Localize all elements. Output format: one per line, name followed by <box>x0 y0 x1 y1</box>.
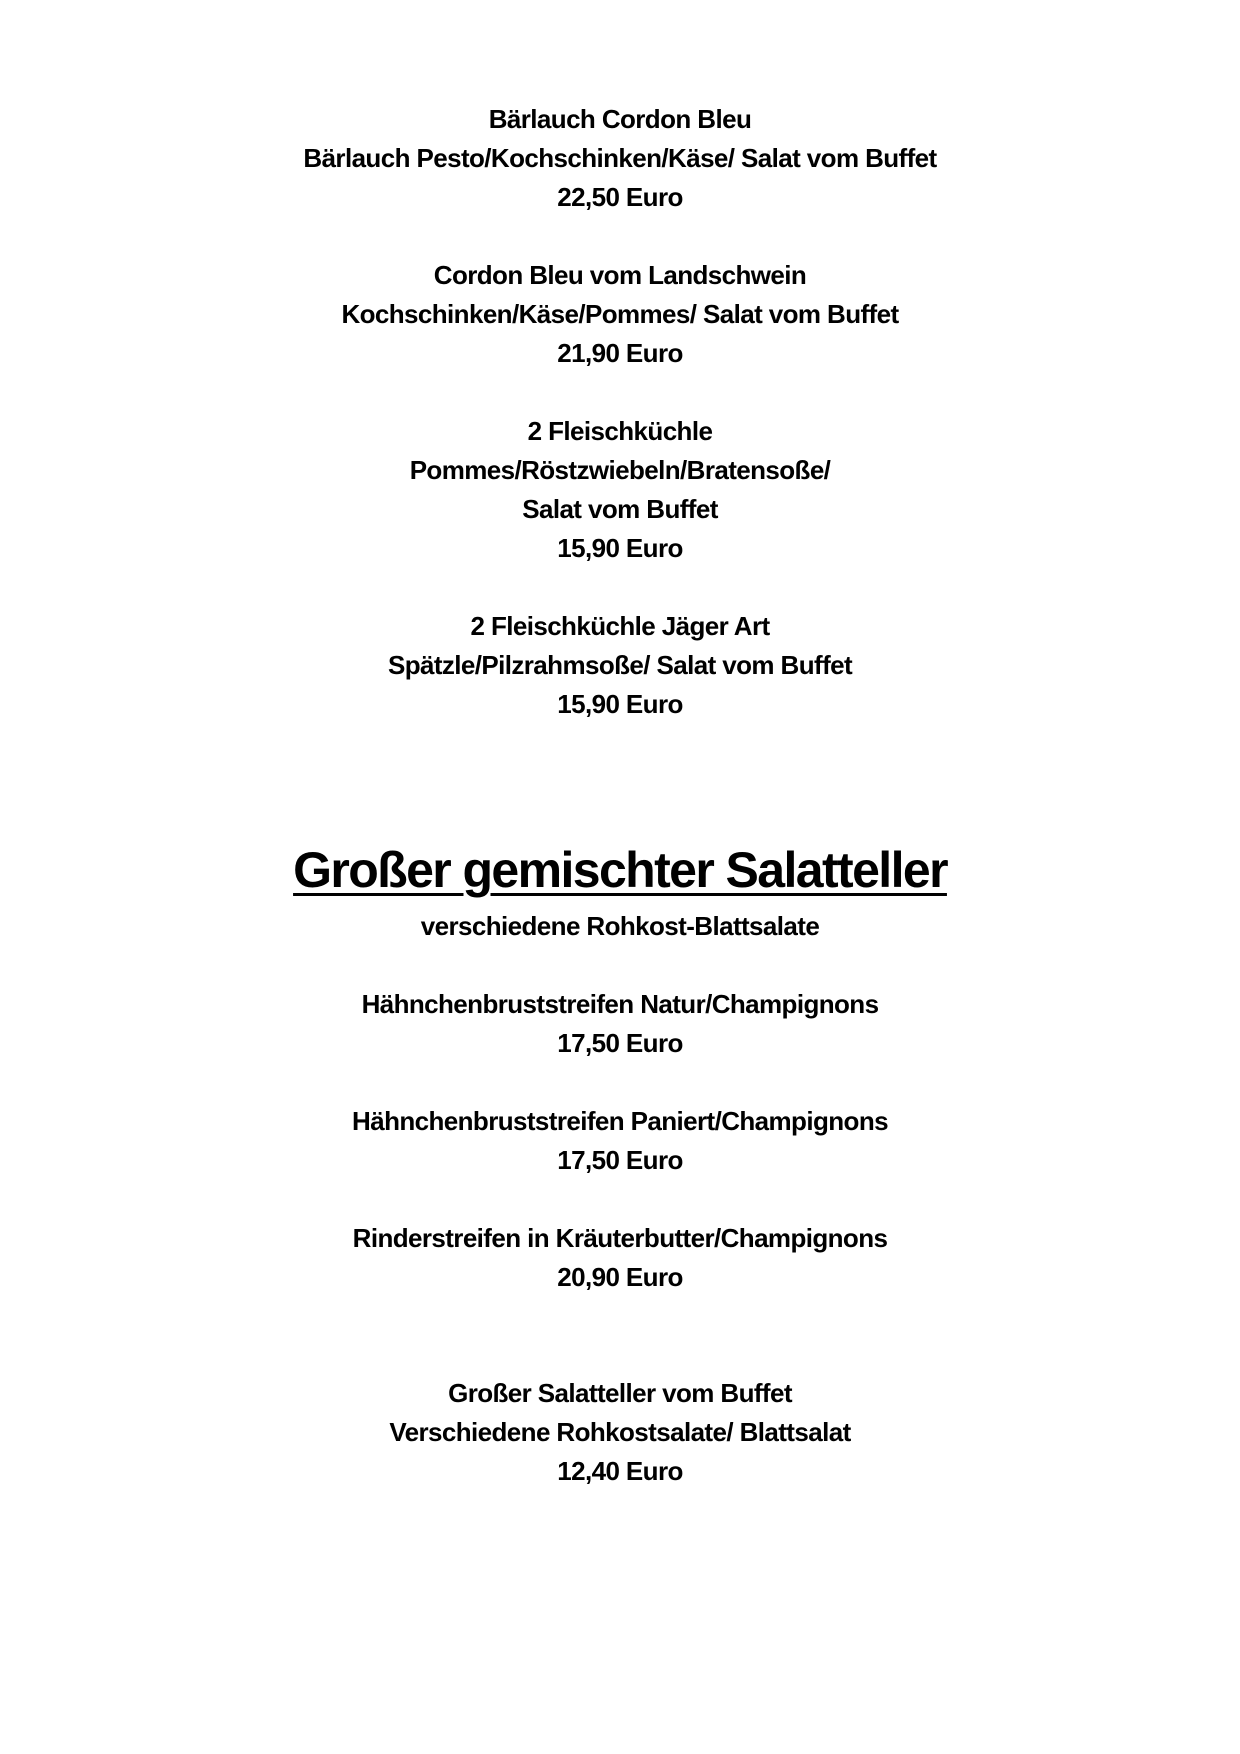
menu-item-description: Salat vom Buffet <box>522 494 718 524</box>
menu-item-description: Verschiedene Rohkostsalate/ Blattsalat <box>389 1417 851 1447</box>
menu-item-description: Pommes/Röstzwiebeln/Bratensoße/ <box>409 455 831 485</box>
menu-item-name: 2 Fleischküchle <box>527 416 713 446</box>
menu-item-price: 12,40 Euro <box>557 1456 683 1486</box>
menu-item-name: 2 Fleischküchle Jäger Art <box>470 611 770 641</box>
menu-item-price: 17,50 Euro <box>557 1145 683 1175</box>
menu-item-name: Hähnchenbruststreifen Paniert/Champignons <box>352 1106 888 1136</box>
menu-item-price: 15,90 Euro <box>557 533 683 563</box>
section-title: Großer gemischter Salatteller <box>293 842 947 898</box>
menu-item-name: Rinderstreifen in Kräuterbutter/Champignons <box>352 1223 888 1253</box>
menu-item-description: Spätzle/Pilzrahmsoße/ Salat vom Buffet <box>387 650 853 680</box>
menu-item-price: 15,90 Euro <box>557 689 683 719</box>
menu-item-description: Kochschinken/Käse/Pommes/ Salat vom Buffet <box>341 299 899 329</box>
menu-item-price: 20,90 Euro <box>557 1262 683 1292</box>
menu-item-description: Bärlauch Pesto/Kochschinken/Käse/ Salat vom Buffet <box>303 143 937 173</box>
menu-item-name: Großer Salatteller vom Buffet <box>448 1378 792 1408</box>
menu-item-name: Bärlauch Cordon Bleu <box>488 104 752 134</box>
menu-item-name: Cordon Bleu vom Landschwein <box>433 260 807 290</box>
menu-item-name: Hähnchenbruststreifen Natur/Champignons <box>361 989 879 1019</box>
menu-item-price: 22,50 Euro <box>557 182 683 212</box>
section-subtitle: verschiedene Rohkost-Blattsalate <box>420 911 820 941</box>
menu-item-price: 17,50 Euro <box>557 1028 683 1058</box>
menu-item-price: 21,90 Euro <box>557 338 683 368</box>
